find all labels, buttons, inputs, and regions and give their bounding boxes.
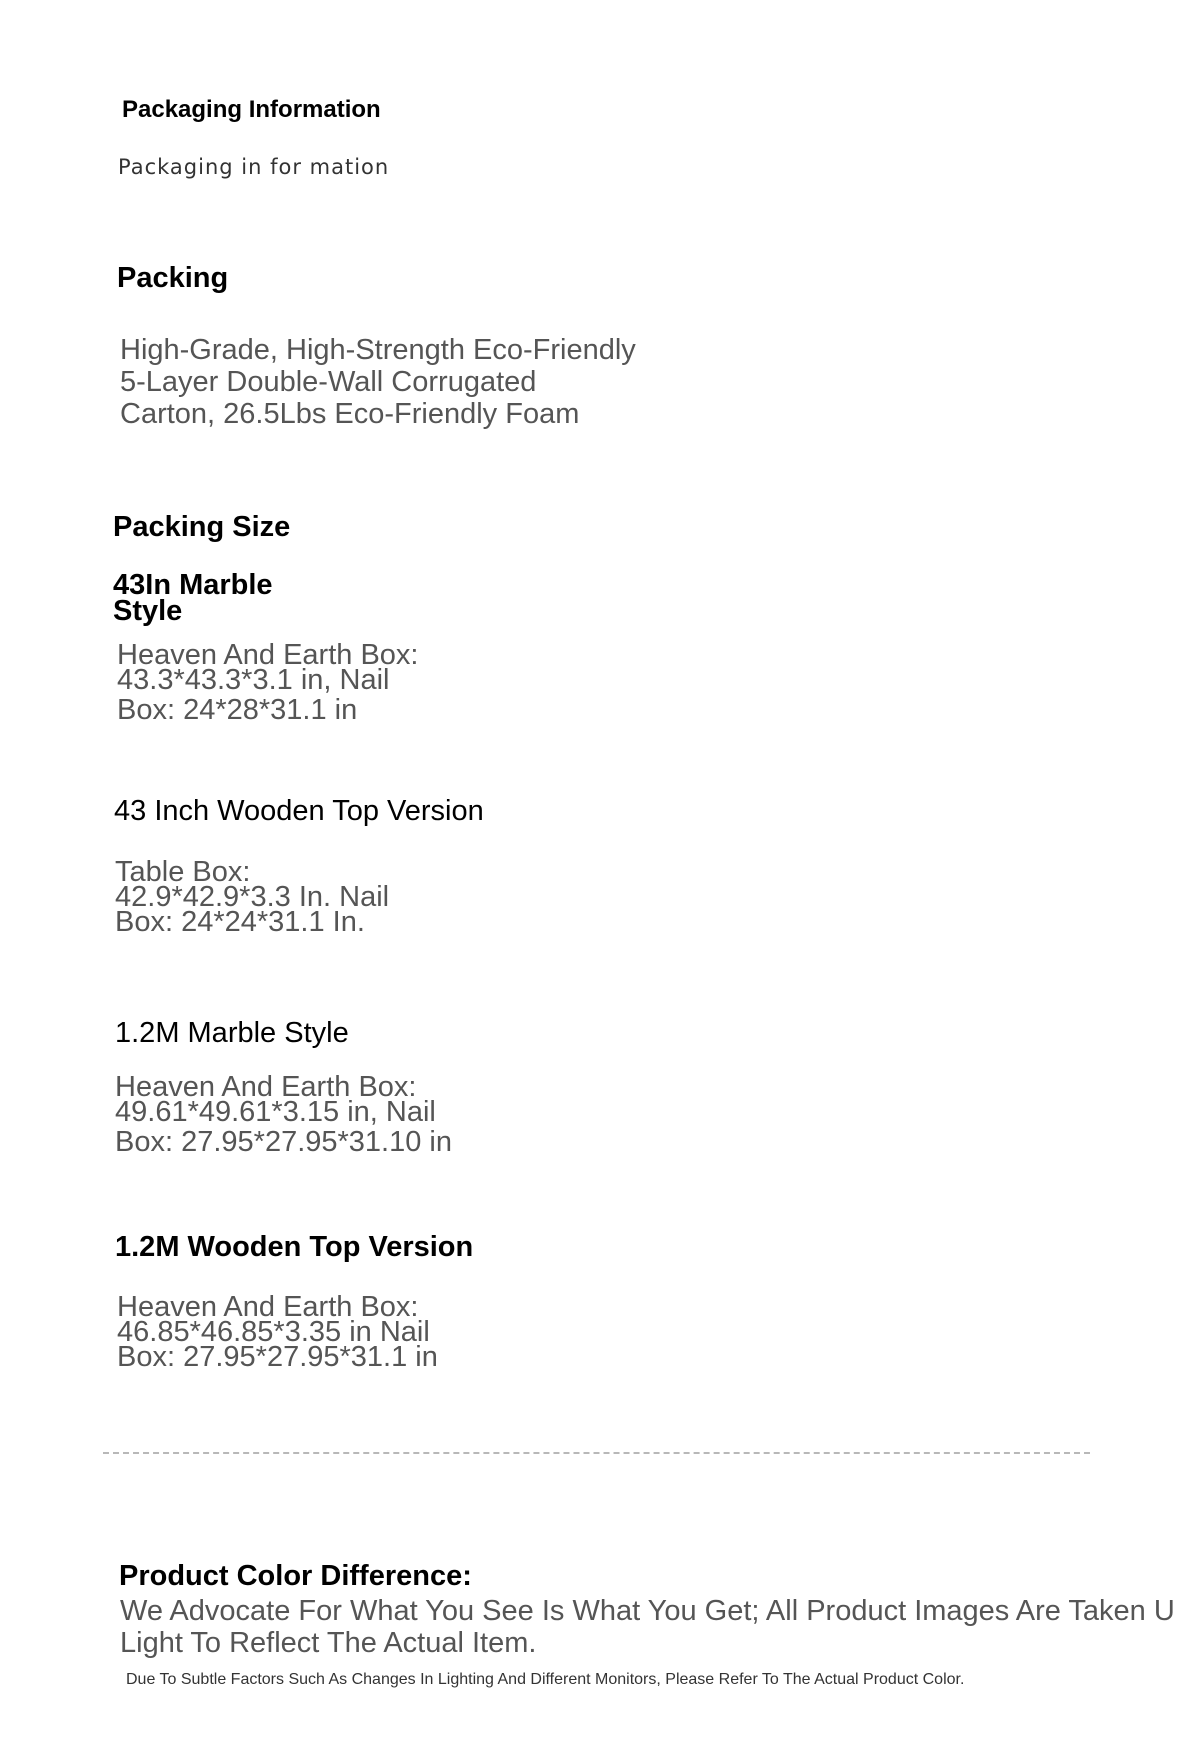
section-title-43in-marble-style	[113, 569, 273, 627]
section-description-line: Heaven And Earth Box:	[117, 1291, 419, 1323]
dashed-divider	[103, 1452, 1090, 1454]
section-description-line: Heaven And Earth Box:	[117, 639, 419, 671]
section-description-1-2m-wooden-top	[117, 1291, 438, 1373]
section-description-line: 49.61*49.61*3.15 in, Nail	[115, 1096, 436, 1128]
product-color-difference-title: Product Color Difference:	[119, 1560, 472, 1592]
packing-description-line: High-Grade, High-Strength Eco-Friendly	[120, 334, 636, 366]
section-description-line: 42.9*42.9*3.3 In. Nail	[115, 881, 390, 913]
section-description-43-inch-wooden-top	[115, 856, 390, 938]
section-description-43in-marble-style	[117, 639, 419, 726]
packing-title: Packing	[117, 262, 229, 294]
section-title-line: 43 Inch Wooden Top Version	[114, 795, 484, 827]
section-description-line: Box: 24*24*31.1 In.	[115, 906, 365, 938]
packing-description	[120, 334, 636, 430]
packaging-information-subtitle: Packaging in for mation	[118, 155, 390, 179]
section-description-1-2m-marble-style	[115, 1071, 452, 1158]
section-description-line: 43.3*43.3*3.1 in, Nail	[117, 664, 390, 696]
section-title-1-2m-marble-style	[115, 1017, 349, 1050]
section-title-line: 1.2M Marble Style	[115, 1017, 349, 1049]
section-title-1-2m-wooden-top	[115, 1231, 473, 1264]
product-color-difference-note: Due To Subtle Factors Such As Changes In Lighting And Different Monitors, Please Refer To The Actual Product Color.	[126, 1671, 965, 1688]
section-description-line: Box: 27.95*27.95*31.1 in	[117, 1341, 438, 1373]
section-description-line: 46.85*46.85*3.35 in Nail	[117, 1316, 430, 1348]
section-description-line: Heaven And Earth Box:	[115, 1071, 417, 1103]
packing-description-line: 5-Layer Double-Wall Corrugated	[120, 366, 537, 398]
product-color-difference-line: Light To Reflect The Actual Item.	[120, 1627, 537, 1659]
section-title-43-inch-wooden-top	[114, 795, 484, 828]
section-description-line: Box: 24*28*31.1 in	[117, 694, 358, 726]
packing-size-title: Packing Size	[113, 511, 291, 543]
section-title-line: 43In Marble	[113, 569, 273, 601]
packing-description-line: Carton, 26.5Lbs Eco-Friendly Foam	[120, 398, 580, 430]
product-color-difference-line: We Advocate For What You See Is What You Get; All Product Images Are Taken U	[120, 1595, 1175, 1627]
section-description-line: Box: 27.95*27.95*31.10 in	[115, 1126, 452, 1158]
section-title-line: 1.2M Wooden Top Version	[115, 1231, 474, 1263]
section-description-line: Table Box:	[115, 856, 251, 888]
section-title-line: Style	[113, 595, 183, 627]
product-color-difference-body	[120, 1595, 1200, 1659]
packaging-information-title: Packaging Information	[122, 96, 381, 123]
